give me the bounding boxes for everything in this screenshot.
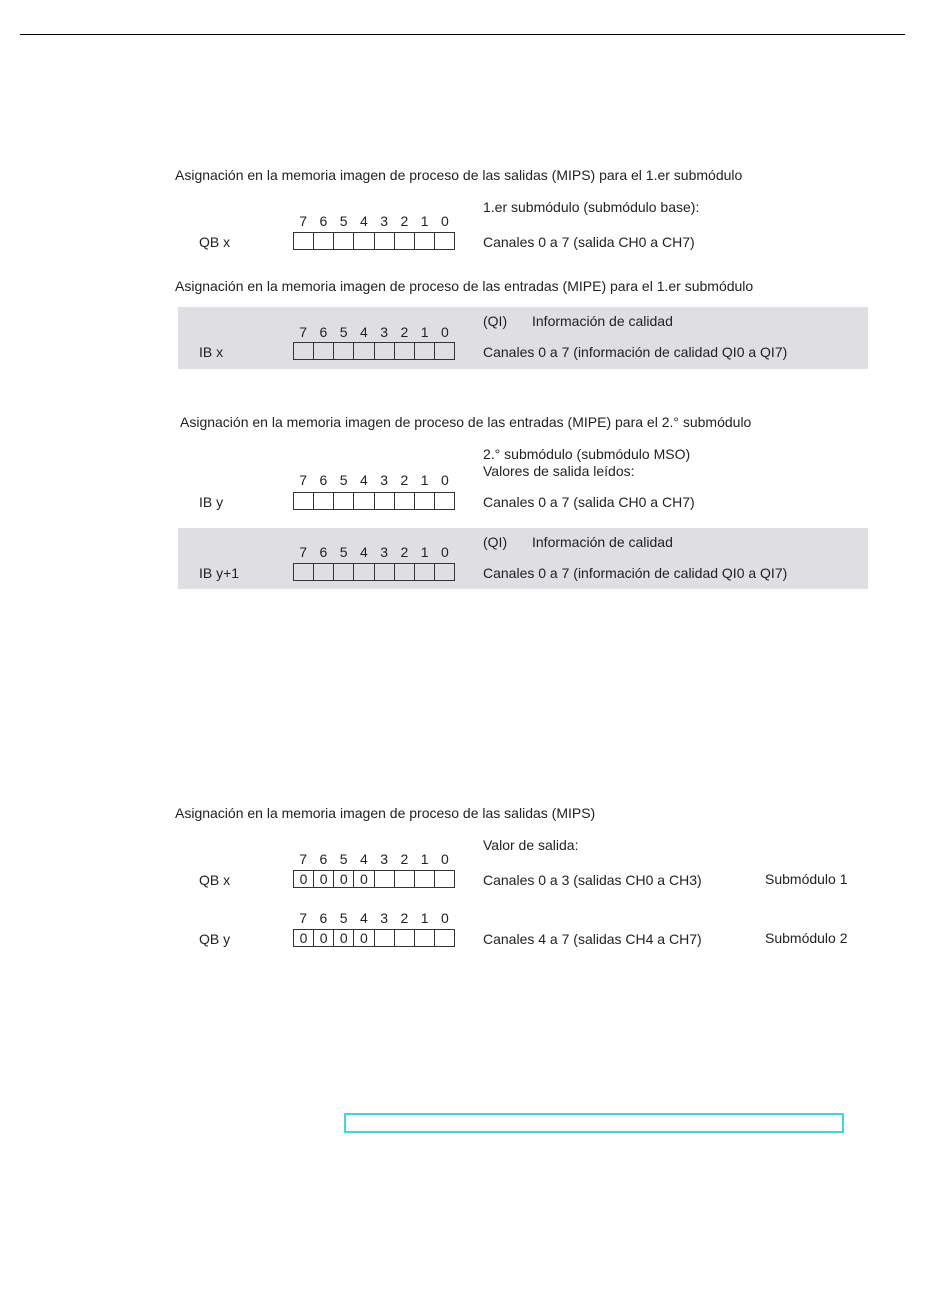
section2-bit-numbers xyxy=(293,324,455,340)
bit-number: 1 xyxy=(420,910,429,926)
bit-cell xyxy=(415,871,435,887)
bit-number: 4 xyxy=(359,851,368,867)
bit-cell xyxy=(334,233,354,249)
section3-row1-register-label: IB y xyxy=(199,494,224,510)
bit-number: 0 xyxy=(440,851,449,867)
section4-row2-submodule: Submódulo 2 xyxy=(765,930,848,946)
bit-cell: 0 xyxy=(314,930,334,946)
bit-cell xyxy=(435,930,454,946)
bit-cell xyxy=(395,871,415,887)
bit-cell xyxy=(415,564,435,580)
bit-number: 7 xyxy=(299,851,308,867)
section4-heading: Asignación en la memoria imagen de proceso de las salidas (MIPS) xyxy=(175,805,596,821)
bit-number: 6 xyxy=(319,213,328,229)
bit-number: 5 xyxy=(339,910,348,926)
section2-register-label: IB x xyxy=(199,344,224,360)
bit-cell xyxy=(375,564,395,580)
bit-number: 7 xyxy=(299,213,308,229)
bit-number: 3 xyxy=(380,324,389,340)
bit-cell xyxy=(415,930,435,946)
bit-cell xyxy=(415,233,435,249)
bit-cell xyxy=(375,871,395,887)
section1-note-title: 1.er submódulo (submódulo base): xyxy=(483,199,700,215)
section3-note-title: 2.° submódulo (submódulo MSO) xyxy=(483,446,691,462)
section3-row1-register xyxy=(293,492,455,510)
top-rule xyxy=(20,34,905,35)
highlight-box xyxy=(344,1113,844,1133)
bit-number: 4 xyxy=(359,213,368,229)
bit-number: 0 xyxy=(440,544,449,560)
bit-number: 0 xyxy=(440,324,449,340)
section4-row2-register xyxy=(293,929,455,947)
bit-number: 2 xyxy=(400,910,409,926)
bit-cell xyxy=(395,343,415,359)
bit-number: 2 xyxy=(400,472,409,488)
bit-number: 3 xyxy=(380,544,389,560)
section3-row1-note-desc: Canales 0 a 7 (salida CH0 a CH7) xyxy=(483,494,695,510)
bit-number: 6 xyxy=(319,324,328,340)
bit-cell xyxy=(314,493,334,509)
section3-row2-note-desc: Canales 0 a 7 (información de calidad QI0 a QI7) xyxy=(483,565,788,581)
bit-number: 2 xyxy=(400,213,409,229)
bit-number: 0 xyxy=(440,472,449,488)
bit-cell xyxy=(354,343,374,359)
bit-number: 6 xyxy=(319,544,328,560)
bit-number: 2 xyxy=(400,544,409,560)
bit-number: 4 xyxy=(359,910,368,926)
bit-cell: 0 xyxy=(294,930,314,946)
section3-row2-register xyxy=(293,563,455,581)
section2-note-desc: Canales 0 a 7 (información de calidad QI0 a QI7) xyxy=(483,344,788,360)
bit-number: 5 xyxy=(339,544,348,560)
section3-heading: Asignación en la memoria imagen de proceso de las entradas (MIPE) para el 2.° submódulo xyxy=(180,414,752,430)
bit-cell xyxy=(435,233,454,249)
bit-number: 6 xyxy=(319,472,328,488)
bit-cell xyxy=(334,493,354,509)
bit-number: 3 xyxy=(380,472,389,488)
section2-qi-tag: (QI) xyxy=(483,313,508,329)
bit-cell xyxy=(294,233,314,249)
bit-number: 4 xyxy=(359,324,368,340)
bit-cell: 0 xyxy=(354,871,374,887)
bit-number: 5 xyxy=(339,324,348,340)
bit-cell xyxy=(354,493,374,509)
bit-number: 0 xyxy=(440,213,449,229)
bit-number: 1 xyxy=(420,544,429,560)
bit-cell xyxy=(375,930,395,946)
bit-cell xyxy=(294,343,314,359)
section4-row1-register-label: QB x xyxy=(199,872,231,888)
section1-bit-numbers xyxy=(293,213,455,229)
section4-row1-bit-numbers xyxy=(293,851,455,867)
bit-number: 5 xyxy=(339,472,348,488)
bit-cell xyxy=(395,930,415,946)
bit-cell xyxy=(314,564,334,580)
section3-row1-bit-numbers xyxy=(293,472,455,488)
bit-cell xyxy=(415,343,435,359)
section4-row1-register xyxy=(293,870,455,888)
bit-number: 2 xyxy=(400,851,409,867)
section3-qi-tag: (QI) xyxy=(483,534,508,550)
section1-register-label: QB x xyxy=(199,234,231,250)
bit-number: 0 xyxy=(440,910,449,926)
bit-number: 1 xyxy=(420,472,429,488)
bit-cell xyxy=(334,564,354,580)
bit-cell xyxy=(334,343,354,359)
bit-cell: 0 xyxy=(334,871,354,887)
bit-cell xyxy=(435,343,454,359)
bit-cell: 0 xyxy=(294,871,314,887)
section2-register xyxy=(293,342,455,360)
section1-note-desc: Canales 0 a 7 (salida CH0 a CH7) xyxy=(483,234,695,250)
section1-register xyxy=(293,232,455,250)
section2-heading: Asignación en la memoria imagen de proceso de las entradas (MIPE) para el 1.er submódulo xyxy=(175,278,754,294)
bit-cell xyxy=(435,871,454,887)
bit-number: 7 xyxy=(299,324,308,340)
bit-cell xyxy=(354,564,374,580)
bit-cell: 0 xyxy=(354,930,374,946)
bit-number: 7 xyxy=(299,472,308,488)
bit-number: 5 xyxy=(339,851,348,867)
bit-number: 3 xyxy=(380,851,389,867)
bit-cell: 0 xyxy=(314,871,334,887)
bit-cell xyxy=(415,493,435,509)
section3-note-sub: Valores de salida leídos: xyxy=(483,463,635,479)
section4-row2-note-desc: Canales 4 a 7 (salidas CH4 a CH7) xyxy=(483,931,702,947)
bit-cell xyxy=(395,233,415,249)
bit-number: 2 xyxy=(400,324,409,340)
bit-number: 1 xyxy=(420,324,429,340)
section4-row2-bit-numbers xyxy=(293,910,455,926)
section4-value-title: Valor de salida: xyxy=(483,837,579,853)
bit-number: 6 xyxy=(319,910,328,926)
bit-number: 1 xyxy=(420,213,429,229)
bit-number: 7 xyxy=(299,910,308,926)
bit-number: 4 xyxy=(359,472,368,488)
bit-number: 1 xyxy=(420,851,429,867)
bit-number: 5 xyxy=(339,213,348,229)
bit-number: 7 xyxy=(299,544,308,560)
section3-qi-title: Información de calidad xyxy=(532,534,673,550)
section4-row2-register-label: QB y xyxy=(199,931,231,947)
bit-cell xyxy=(314,233,334,249)
bit-cell xyxy=(375,343,395,359)
section2-qi-title: Información de calidad xyxy=(532,313,673,329)
section3-row2-bit-numbers xyxy=(293,544,455,560)
bit-cell xyxy=(375,233,395,249)
bit-number: 6 xyxy=(319,851,328,867)
bit-cell xyxy=(375,493,395,509)
bit-cell xyxy=(435,493,454,509)
section1-heading: Asignación en la memoria imagen de proceso de las salidas (MIPS) para el 1.er submódulo xyxy=(175,167,743,183)
bit-number: 3 xyxy=(380,213,389,229)
bit-cell xyxy=(294,493,314,509)
section4-row1-note-desc: Canales 0 a 3 (salidas CH0 a CH3) xyxy=(483,872,702,888)
bit-cell xyxy=(314,343,334,359)
bit-number: 3 xyxy=(380,910,389,926)
bit-cell xyxy=(354,233,374,249)
bit-number: 4 xyxy=(359,544,368,560)
section3-row2-register-label: IB y+1 xyxy=(199,565,240,581)
bit-cell xyxy=(435,564,454,580)
bit-cell xyxy=(395,493,415,509)
bit-cell xyxy=(294,564,314,580)
section4-row1-submodule: Submódulo 1 xyxy=(765,871,848,887)
bit-cell: 0 xyxy=(334,930,354,946)
bit-cell xyxy=(395,564,415,580)
